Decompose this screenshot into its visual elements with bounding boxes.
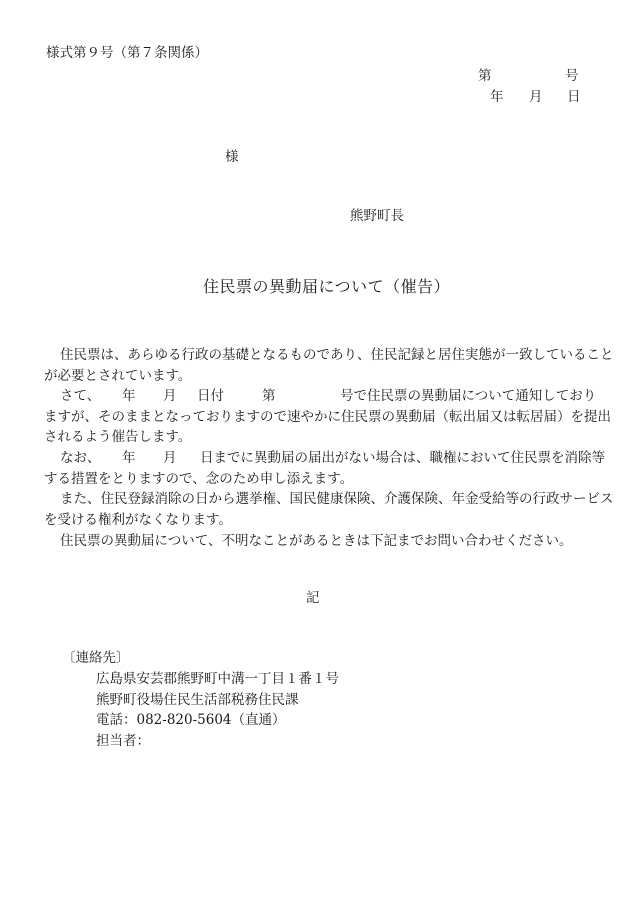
para5-line1: 住民票の異動届について、不明なことがあるときは下記までお問い合わせください。 [60, 533, 573, 549]
para4-line1: また、住民登録消除の日から選挙権、国民健康保険、介護保険、年金受給等の行政サービス [60, 491, 614, 507]
date-month: 月 [529, 89, 543, 105]
contact-department: 熊野町役場住民生活部税務住民課 [96, 692, 299, 708]
para3-line1-rest: 日までに異動届の届出がない場合は、職権において住民票を消除等 [200, 450, 605, 466]
para2-day-dated: 日付 [197, 388, 224, 404]
para2-year: 年 [122, 388, 136, 404]
addressee-honorific: 様 [225, 149, 239, 165]
para3-line2: する措置をとりますので、念のため申し添えます。 [44, 471, 354, 487]
sender-name: 熊野町長 [350, 208, 404, 224]
contact-phone: 電話：082-820-5604（直通） [96, 712, 286, 728]
para2-line1-rest: 号で住民票の異動届について通知しており [340, 388, 597, 404]
para1-line1: 住民票は、あらゆる行政の基礎となるものであり、住民記録と居住実態が一致していること [60, 347, 614, 363]
para3-lead: なお、 [60, 450, 101, 466]
para2-lead: さて、 [60, 388, 101, 404]
date-year: 年 [490, 89, 504, 105]
doc-number-prefix: 第 [478, 68, 492, 84]
para2-month: 月 [163, 388, 177, 404]
para3-month: 月 [163, 450, 177, 466]
contact-address: 広島県安芸郡熊野町中溝一丁目１番１号 [96, 671, 339, 687]
note-heading: 記 [306, 590, 320, 606]
para4-line2: を受ける権利がなくなります。 [44, 512, 232, 528]
para2-line3: されるよう催告します。 [44, 429, 192, 445]
document-title: 住民票の異動届について（催告） [203, 277, 451, 296]
para2-number-prefix: 第 [262, 388, 276, 404]
para3-year: 年 [122, 450, 136, 466]
doc-number-suffix: 号 [565, 68, 579, 84]
para2-line2: ますが、そのままとなっておりますので速やかに住民票の異動届（転出届又は転居届）を提出 [44, 409, 611, 425]
contact-person-in-charge: 担当者： [96, 733, 150, 749]
form-number: 様式第９号（第７条関係） [46, 45, 208, 61]
contact-label: 〔連絡先〕 [62, 650, 130, 666]
date-day: 日 [567, 89, 581, 105]
para1-line2: が必要とされています。 [44, 368, 192, 384]
